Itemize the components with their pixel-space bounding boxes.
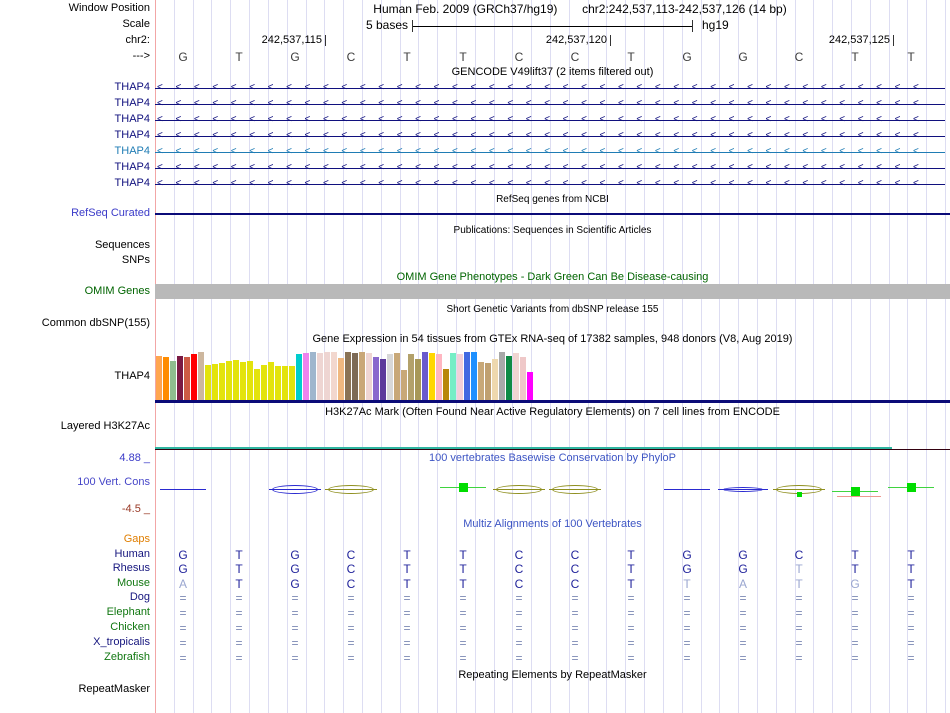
common-dbsnp-label[interactable]: Common dbSNP(155) [41,317,150,329]
alignment-base: T [627,577,635,591]
alignment-gap-mark: = [683,591,691,605]
gtex-tissue-bar[interactable] [233,360,239,400]
alignment-gap-mark: = [571,651,579,665]
gtex-tissue-bar[interactable] [450,353,456,400]
alignment-gap-mark: = [571,636,579,650]
alignment-gap-mark: = [291,636,299,650]
alignment-gap-mark: = [683,621,691,635]
alignment-gap-mark: = [235,651,243,665]
alignment-gap-mark: = [235,621,243,635]
alignment-gap-mark: = [571,591,579,605]
alignment-gap-mark: = [403,591,411,605]
scale-ruler-right-tick [692,20,693,32]
multiz-species-label[interactable]: Human [114,548,150,560]
base-letter: G [682,50,692,64]
alignment-gap-mark: = [403,606,411,620]
alignment-gap-mark: = [291,621,299,635]
alignment-base: G [290,562,300,576]
alignment-base: C [346,548,356,562]
refseq-curated-label[interactable]: RefSeq Curated [71,207,150,219]
alignment-base: G [850,577,860,591]
strand-arrow[interactable]: ---> [132,50,150,62]
gtex-tissue-bar[interactable] [485,363,491,400]
alignment-gap-mark: = [851,651,859,665]
left-strand-arrows: <<<<<<<<<<<<<<<<<<<<<<<<<<<<<<<<<<<<<<<<<< [157,146,932,157]
alignment-gap-mark: = [907,591,915,605]
gtex-baseline [155,400,950,403]
gencode-title: GENCODE V49lift37 (2 items filtered out) [451,66,654,78]
alignment-base: T [403,577,411,591]
gtex-tissue-bar[interactable] [429,353,435,400]
gtex-tissue-bar[interactable] [359,352,365,400]
alignment-gap-mark: = [571,606,579,620]
refseq-gene-line[interactable] [155,213,950,215]
gencode-transcript-label[interactable]: THAP4 [114,113,150,125]
alignment-gap-mark: = [851,621,859,635]
base-letter: T [627,50,635,64]
gencode-transcript-label[interactable]: THAP4 [114,97,150,109]
scale-ruler [412,26,693,27]
alignment-gap-mark: = [347,636,355,650]
alignment-base: C [514,562,524,576]
repeatmasker-title: Repeating Elements by RepeatMasker [458,669,647,681]
repeatmasker-label[interactable]: RepeatMasker [78,683,150,695]
alignment-gap-mark: = [851,636,859,650]
conservation-lens [552,485,598,494]
alignment-gap-mark: = [459,636,467,650]
gtex-tissue-bar[interactable] [184,357,190,400]
gtex-tissue-bar[interactable] [464,352,470,400]
gtex-tissue-bar[interactable] [275,366,281,400]
alignment-gap-mark: = [347,606,355,620]
publications-title: Publications: Sequences in Scientific Articles [453,225,652,236]
gencode-transcript-label[interactable]: THAP4 [114,81,150,93]
sequences-label[interactable]: Sequences [94,239,150,251]
left-strand-arrows: <<<<<<<<<<<<<<<<<<<<<<<<<<<<<<<<<<<<<<<<<< [157,114,932,125]
alignment-gap-mark: = [907,606,915,620]
conservation-density-line [160,489,206,490]
gtex-tissue-bar[interactable] [282,366,288,400]
gtex-tissue-bar[interactable] [331,352,337,400]
alignment-base: T [907,562,915,576]
assembly-title: Human Feb. 2009 (GRCh37/hg19) [373,2,558,16]
gtex-tissue-bar[interactable] [415,359,421,400]
conservation-label[interactable]: 100 Vert. Cons [77,476,150,488]
alignment-gap-mark: = [179,591,187,605]
alignment-gap-mark: = [459,621,467,635]
alignment-gap-mark: = [627,591,635,605]
snps-label[interactable]: SNPs [121,254,150,266]
scale-label: Scale [122,18,150,30]
chrom-label: chr2: [125,34,150,46]
conservation-score-square [459,483,468,492]
multiz-species-label[interactable]: Zebrafish [104,651,150,663]
gencode-transcript-label[interactable]: THAP4 [114,161,150,173]
gtex-tissue-bar[interactable] [177,356,183,400]
multiz-species-label[interactable]: X_tropicalis [93,636,150,648]
gtex-tissue-bar[interactable] [443,369,449,400]
gencode-transcript-label[interactable]: THAP4 [114,145,150,157]
alignment-base: C [794,548,804,562]
alignment-base: T [795,577,803,591]
gtex-tissue-bar[interactable] [219,363,225,400]
gtex-tissue-bar[interactable] [254,369,260,400]
conservation-score-square [851,487,860,496]
gtex-tissue-bar[interactable] [303,353,309,400]
alignment-gap-mark: = [515,591,523,605]
alignment-gap-mark: = [851,606,859,620]
alignment-gap-mark: = [235,591,243,605]
conservation-lens [328,485,374,494]
alignment-gap-mark: = [627,606,635,620]
alignment-gap-mark: = [235,636,243,650]
alignment-base: T [907,548,915,562]
gtex-tissue-bar[interactable] [163,357,169,400]
gtex-tissue-bar[interactable] [240,362,246,400]
gtex-tissue-bar[interactable] [380,359,386,400]
alignment-base: G [290,577,300,591]
scale-ruler-left-tick [412,20,413,32]
coordinate-tick-3 [893,35,894,46]
alignment-base: G [178,562,188,576]
omim-gene-bar[interactable] [155,284,950,299]
coordinate-tick-1 [325,35,326,46]
multiz-species-label[interactable]: Dog [129,591,150,603]
alignment-gap-mark: = [627,636,635,650]
gtex-tissue-bar[interactable] [373,357,379,400]
gtex-tissue-bar[interactable] [198,352,204,400]
conservation-density-line [664,489,710,490]
omim-genes-label[interactable]: OMIM Genes [84,285,150,297]
gtex-tissue-bar[interactable] [205,365,211,400]
alignment-base: T [403,548,411,562]
gtex-tissue-bar[interactable] [513,353,519,400]
alignment-gap-mark: = [459,606,467,620]
coordinate-tick-2 [610,35,611,46]
alignment-gap-mark: = [795,621,803,635]
gencode-transcript-label[interactable]: THAP4 [114,177,150,189]
alignment-base: T [235,548,243,562]
gtex-tissue-bar[interactable] [338,358,344,400]
alignment-gap-mark: = [739,651,747,665]
conservation-lens [723,487,763,492]
alignment-base: C [570,577,580,591]
gtex-tissue-bar[interactable] [268,362,274,400]
gtex-tissue-bar[interactable] [156,356,162,400]
h3k27ac-teal-baseline[interactable] [155,447,892,449]
alignment-gap-mark: = [683,636,691,650]
coordinate-242537120: 242,537,120 [545,34,607,46]
gtex-tissue-bar[interactable] [317,353,323,400]
alignment-gap-mark: = [739,636,747,650]
alignment-gap-mark: = [235,606,243,620]
alignment-base: G [738,562,748,576]
alignment-gap-mark: = [571,621,579,635]
gtex-tissue-bar[interactable] [499,352,505,400]
base-letter: T [235,50,243,64]
conservation-lens [496,485,542,494]
alignment-base: T [907,577,915,591]
gtex-tissue-bar[interactable] [457,354,463,400]
alignment-base: G [682,548,692,562]
gtex-tissue-bar[interactable] [394,353,400,400]
base-letter: C [794,50,804,64]
gtex-tissue-bar[interactable] [310,352,316,400]
alignment-base: T [459,577,467,591]
grid-line [945,0,946,713]
alignment-base: T [851,562,859,576]
alignment-gap-mark: = [291,651,299,665]
alignment-gap-mark: = [627,621,635,635]
gtex-tissue-bar[interactable] [324,352,330,400]
alignment-base: T [627,548,635,562]
window-position-label: Window Position [68,2,150,14]
alignment-gap-mark: = [179,606,187,620]
alignment-gap-mark: = [795,606,803,620]
alignment-gap-mark: = [347,651,355,665]
gtex-tissue-bar[interactable] [296,354,302,400]
gtex-tissue-bar[interactable] [527,372,533,400]
alignment-gap-mark: = [347,621,355,635]
conservation-min-value: -4.5 _ [121,503,150,515]
alignment-gap-mark: = [627,651,635,665]
gtex-tissue-bar[interactable] [247,361,253,400]
alignment-base: T [235,577,243,591]
alignment-gap-mark: = [403,636,411,650]
gtex-tissue-bar[interactable] [289,366,295,400]
alignment-gap-mark: = [515,606,523,620]
alignment-gap-mark: = [459,591,467,605]
gtex-tissue-bar[interactable] [471,352,477,400]
alignment-base: T [851,548,859,562]
alignment-base: T [459,548,467,562]
dbsnp-title: Short Genetic Variants from dbSNP release 155 [446,304,659,315]
left-strand-arrows: <<<<<<<<<<<<<<<<<<<<<<<<<<<<<<<<<<<<<<<<<< [157,178,932,189]
gtex-tissue-bar[interactable] [422,352,428,400]
base-letter: T [403,50,411,64]
base-letter: G [738,50,748,64]
alignment-gap-mark: = [795,591,803,605]
alignment-base: T [403,562,411,576]
multiz-species-label[interactable]: Mouse [116,577,150,589]
alignment-base: G [178,548,188,562]
h3k27ac-title: H3K27Ac Mark (Often Found Near Active Regulatory Elements) on 7 cell lines from ENCODE [325,406,780,418]
alignment-base: C [346,562,356,576]
alignment-gap-mark: = [683,606,691,620]
gencode-transcript-label[interactable]: THAP4 [114,129,150,141]
base-letter: C [570,50,580,64]
alignment-gap-mark: = [403,651,411,665]
assembly-position-title [210,2,950,16]
alignment-gap-mark: = [515,621,523,635]
gtex-tissue-bar[interactable] [492,359,498,400]
alignment-base: T [235,562,243,576]
alignment-gap-mark: = [907,621,915,635]
gtex-tissue-bar[interactable] [345,352,351,400]
coordinate-242537125: 242,537,125 [828,34,890,46]
left-strand-arrows: <<<<<<<<<<<<<<<<<<<<<<<<<<<<<<<<<<<<<<<<<< [157,162,932,173]
base-letter: T [851,50,859,64]
base-letter: T [907,50,915,64]
multiz-species-label[interactable]: Chicken [110,621,150,633]
alignment-gap-mark: = [403,621,411,635]
alignment-gap-mark: = [459,651,467,665]
omim-title: OMIM Gene Phenotypes - Dark Green Can Be Disease-causing [396,271,709,283]
alignment-base: G [738,548,748,562]
gtex-tissue-bar[interactable] [170,361,176,400]
gtex-tissue-bar[interactable] [506,356,512,400]
alignment-gap-mark: = [739,591,747,605]
conservation-score-square [907,483,916,492]
layered-h3k27ac-label[interactable]: Layered H3K27Ac [60,420,150,432]
alignment-gap-mark: = [907,651,915,665]
multiz-species-label[interactable]: Elephant [106,606,150,618]
base-letter: G [290,50,300,64]
base-letter: C [514,50,524,64]
alignment-base: T [459,562,467,576]
alignment-base: T [627,562,635,576]
alignment-base: G [290,548,300,562]
scale-value: 5 bases [365,18,408,32]
gtex-tissue-bar[interactable] [226,361,232,400]
alignment-base: A [178,577,187,591]
alignment-gap-mark: = [739,621,747,635]
conservation-density-line [837,496,881,497]
gtex-tissue-bar[interactable] [478,362,484,400]
conservation-max-value: 4.88 _ [119,452,150,464]
base-letter: T [459,50,467,64]
conservation-lens [272,485,318,494]
conservation-score-square [797,492,802,497]
h3k27ac-dark-baseline [155,449,950,450]
gtex-tissue-bar[interactable] [191,354,197,400]
alignment-base: C [514,548,524,562]
alignment-gap-mark: = [795,651,803,665]
alignment-gap-mark: = [179,651,187,665]
alignment-base: C [570,562,580,576]
gtex-tissue-bar[interactable] [366,353,372,400]
alignment-base: G [682,562,692,576]
assembly-tag: hg19 [702,18,729,32]
alignment-gap-mark: = [515,651,523,665]
gtex-tissue-bar[interactable] [401,370,407,400]
left-strand-arrows: <<<<<<<<<<<<<<<<<<<<<<<<<<<<<<<<<<<<<<<<<< [157,130,932,141]
alignment-gap-mark: = [347,591,355,605]
position-range: chr2:242,537,113-242,537,126 (14 bp) [582,2,787,16]
multiz-title: Multiz Alignments of 100 Vertebrates [463,518,642,530]
gtex-tissue-bar[interactable] [261,365,267,400]
gtex-tissue-bar[interactable] [387,354,393,400]
left-strand-arrows: <<<<<<<<<<<<<<<<<<<<<<<<<<<<<<<<<<<<<<<<<< [157,82,932,93]
alignment-gap-mark: = [291,606,299,620]
gtex-tissue-bar[interactable] [520,357,526,400]
base-letter: C [346,50,356,64]
gtex-tissue-bar[interactable] [212,364,218,400]
left-strand-arrows: <<<<<<<<<<<<<<<<<<<<<<<<<<<<<<<<<<<<<<<<<< [157,98,932,109]
alignment-gap-mark: = [179,636,187,650]
alignment-base: T [795,562,803,576]
refseq-title: RefSeq genes from NCBI [496,194,609,205]
gtex-title: Gene Expression in 54 tissues from GTEx RNA-seq of 17382 samples, 948 donors (V8, Aug 2019) [312,333,793,345]
multiz-species-label[interactable]: Gaps [123,533,150,545]
gtex-tissue-bar[interactable] [408,354,414,400]
alignment-gap-mark: = [515,636,523,650]
alignment-base: C [514,577,524,591]
alignment-gap-mark: = [795,636,803,650]
conservation-title: 100 vertebrates Basewise Conservation by PhyloP [428,452,677,464]
alignment-gap-mark: = [291,591,299,605]
alignment-gap-mark: = [179,621,187,635]
multiz-species-label[interactable]: Rhesus [112,562,150,574]
alignment-gap-mark: = [683,651,691,665]
alignment-base: A [738,577,747,591]
alignment-base: T [683,577,691,591]
base-letter: G [178,50,188,64]
alignment-gap-mark: = [907,636,915,650]
alignment-gap-mark: = [739,606,747,620]
gtex-tissue-bar[interactable] [352,353,358,400]
gtex-tissue-bar[interactable] [436,354,442,400]
gtex-gene-label[interactable]: THAP4 [114,370,150,382]
coordinate-242537115: 242,537,115 [261,34,322,46]
alignment-gap-mark: = [851,591,859,605]
alignment-base: C [570,548,580,562]
alignment-base: C [346,577,356,591]
